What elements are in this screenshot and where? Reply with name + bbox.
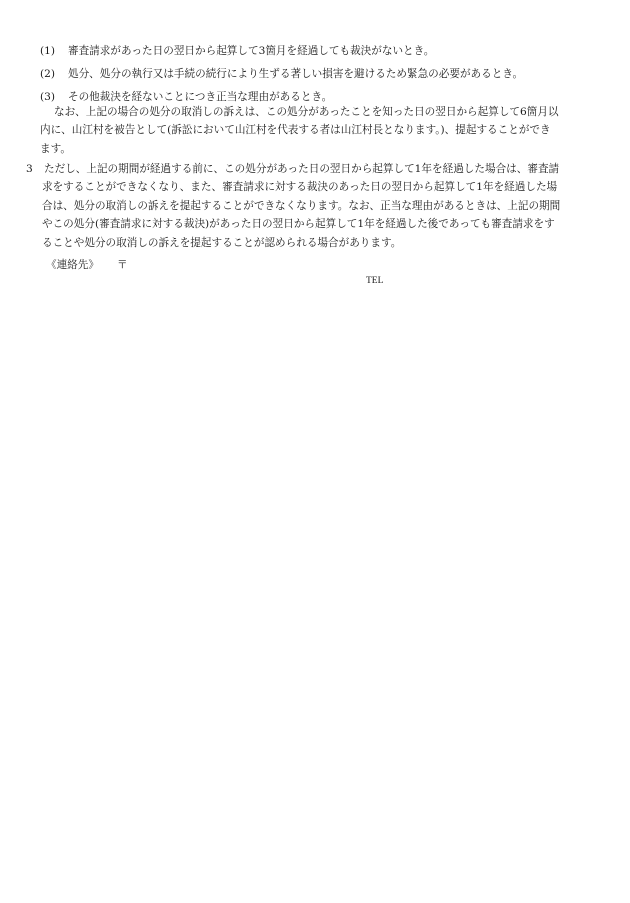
list-item-text: その他裁決を経ないことにつき正当な理由があるとき。 [68, 91, 333, 103]
note-line: ます。 [40, 142, 71, 155]
list-item-text: 処分、処分の執行又は手続の続行により生ずる著しい損害を避けるため緊急の必要があるとき。 [68, 68, 524, 80]
section-3-paragraph [26, 160, 612, 252]
section-line: 求をすることができなくなり、また、審査請求に対する裁決のあった日の翌日から起算して1年を経過した場 [42, 181, 558, 194]
section-line: やこの処分(審査請求に対する裁決)があった日の翌日から起算して1年を経過した後であっても審査請求をす [42, 218, 555, 231]
contact-label: 《連絡先》 [46, 259, 99, 271]
list-item-number: (3) [40, 91, 56, 103]
list-item-number: (1) [40, 45, 56, 57]
contact-block [46, 256, 128, 274]
postal-mark: 〒 [116, 259, 128, 271]
list-item-2 [40, 65, 606, 83]
note-line: なお、上記の場合の処分の取消しの訴えは、この処分があったことを知った日の翌日から起算して6箇月以 [54, 106, 559, 118]
section-line: ることや処分の取消しの訴えを提起することが認められる場合があります。 [42, 236, 402, 249]
tel-label: TEL [366, 276, 384, 286]
section-line [26, 160, 612, 178]
note-paragraph [40, 103, 612, 158]
section-line: 合は、処分の取消しの訴えを提起することができなくなります。なお、正当な理由があるときは、上記の期間 [42, 199, 561, 212]
section-line-text: ただし、上記の期間が経過する前に、この処分があった日の翌日から起算して1年を経過した場合は、審査請 [44, 163, 560, 175]
note-line: 内に、山江村を被告として(訴訟において山江村を代表する者は山江村長となります。)、提起することができ [40, 124, 551, 137]
list-item-1 [40, 42, 606, 60]
list-item-text: 審査請求があった日の翌日から起算して3箇月を経過しても裁決がないとき。 [68, 45, 435, 57]
section-number: 3 [26, 163, 33, 175]
list-item-number: (2) [40, 68, 56, 80]
